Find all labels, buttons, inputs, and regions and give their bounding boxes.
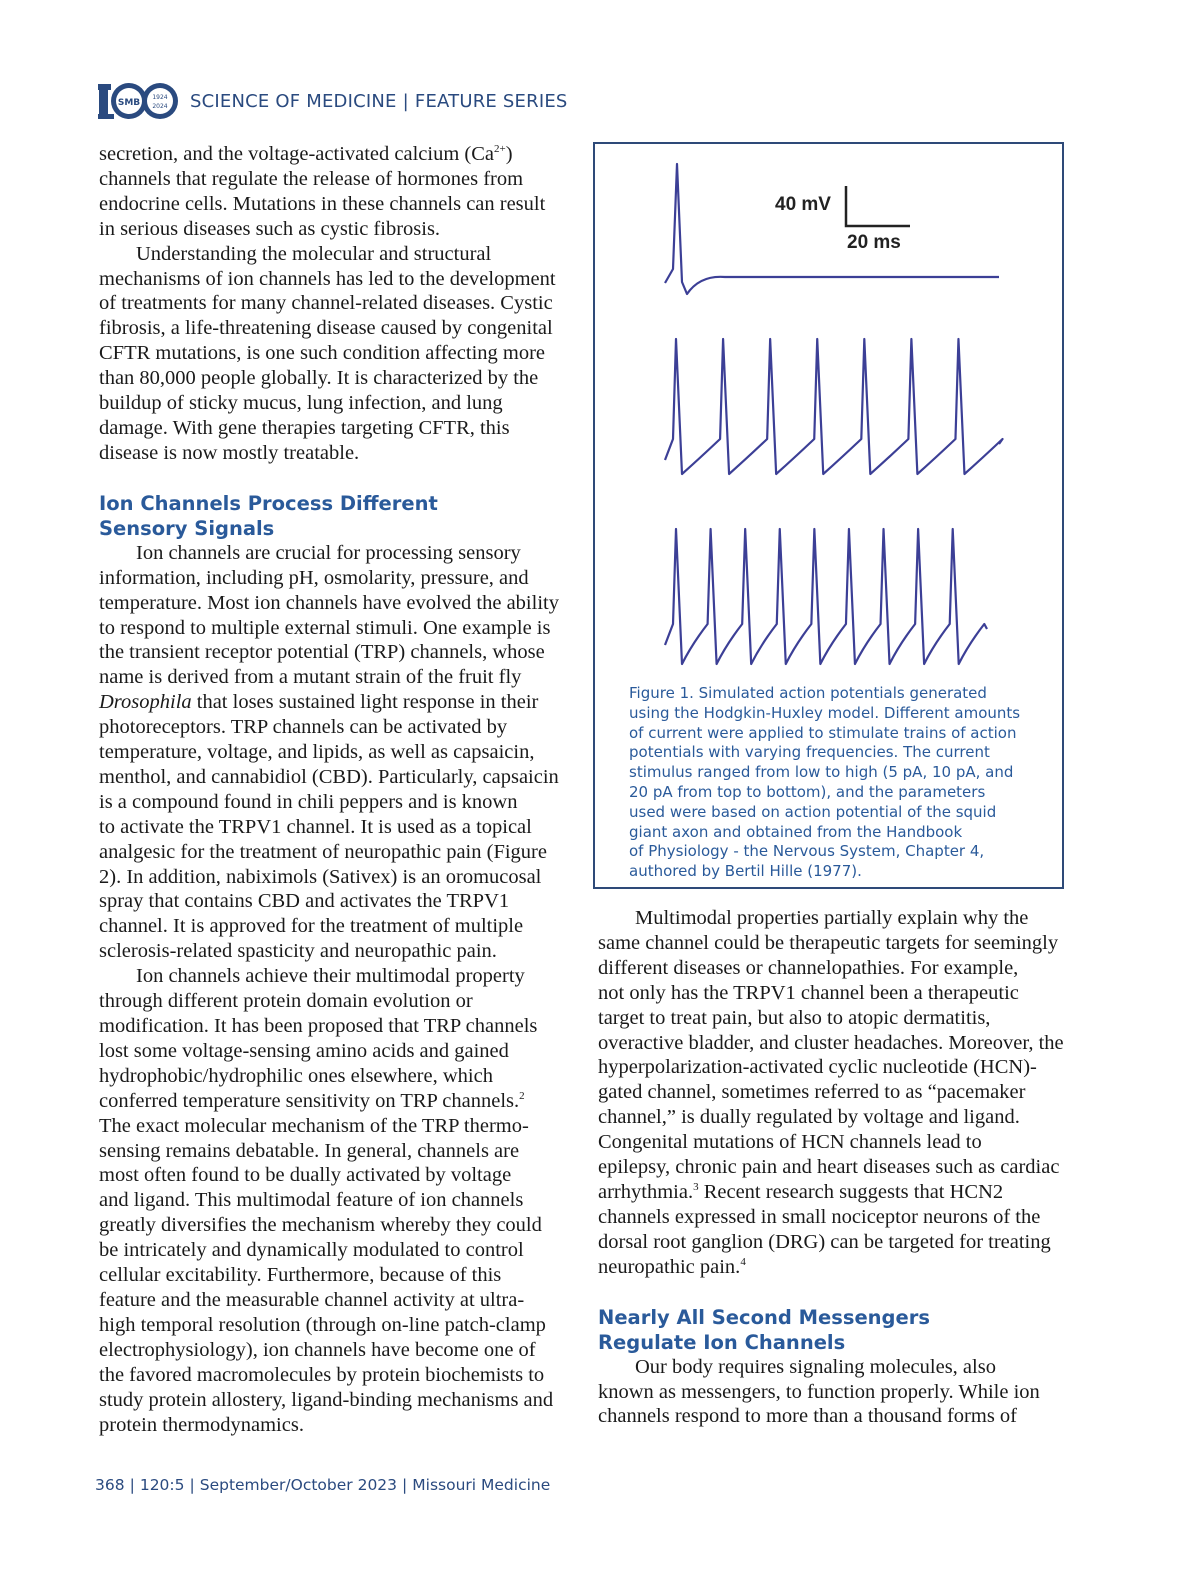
scale-time-label: 20 ms bbox=[847, 232, 901, 253]
trace-medium-current bbox=[665, 339, 1003, 474]
section-heading: Ion Channels Process Different Sensory Signals bbox=[99, 491, 438, 540]
paragraph: Ion channels are crucial for processing sensory information, including pH, osmolarity, pressure, and temperature. Most ion channels have evolved the ability to respond to multiple external stimuli. One example is the transient receptor potential (TRP) channels, whose name is derived from a mutant strain of the fruit fly Drosophila that loses sustained light response in their photoreceptors. TRP channels can be activated by temperature, voltage, and lipids, as well as capsaicin, menthol, and cannabidiol (CBD). Particularly, capsaicin is a compound found in chili peppers and is known to activate the TRPV1 channel. It is used as a topical analgesic for the treatment of neuropathic pain (Figure 2). In addition, nabiximols (Sativex) is an oromucosal spray that contains CBD and activates the TRPV1 channel. It is approved for the treatment of multiple sclerosis-related spasticity and neuropathic pain. bbox=[99, 541, 559, 963]
page-number: 368 bbox=[95, 1476, 125, 1494]
left-column bbox=[99, 142, 577, 1437]
series-name: FEATURE SERIES bbox=[414, 90, 568, 112]
scale-voltage-label: 40 mV bbox=[775, 194, 831, 215]
figure-caption: Figure 1. Simulated action potentials generated using the Hodgkin-Huxley model. Different amounts of current were applied to stimulate trains of action potentials with varying frequencies. The current stimulus ranged from low to high (5 pA, 10 pA, and 20 pA from top to bottom), and the parameters used were based on action potential of the squid giant axon and obtained from the Handbook of Physiology - the Nervous System, Chapter 4, authored by Bertil Hille (1977). bbox=[629, 684, 1021, 881]
header-separator: | bbox=[402, 90, 409, 112]
paragraph: secretion, and the voltage-activated calcium $(Ca^{2+})$ channels that regulate the release of hormones from endocrine cells. Mutations in these channels can result in serious diseases such as cystic fibrosis. bbox=[99, 143, 546, 240]
citation-ref: 4 bbox=[740, 1255, 746, 1268]
trace-low-current bbox=[665, 164, 999, 294]
header-title bbox=[190, 91, 568, 112]
section-heading: Nearly All Second Messengers Regulate Ion Channels bbox=[598, 1305, 930, 1354]
paragraph: Multimodal properties partially explain why the same channel could be therapeutic targets for seemingly different diseases or channelopathies. For example, not only has the TRPV1 channel been a therapeutic target to treat pain, but also to atopic dermatitis, overactive bladder, and cluster headaches. Moreover, the hyperpolarization-activated cyclic nucleotide (HCN)- gated channel, sometimes referred to as “pacemaker channel,” is dually regulated by voltage and ligand. Congenital mutations of HCN channels lead to epilepsy, chronic pain and heart diseases such as cardiac arrhythmia.$^3$ Recent research suggests that HCN2 channels expressed in small nociceptor neurons of the dorsal root ganglion (DRG) can be targeted for treating neuropathic pain.$^4$ bbox=[598, 907, 1064, 1278]
right-column bbox=[598, 906, 1078, 1429]
scale-bar bbox=[846, 186, 910, 226]
paragraph: Understanding the molecular and structural mechanisms of ion channels has led to the development of treatments for many channel-related diseases. Cystic fibrosis, a life-threatening disease caused by congenital CFTR mutations, is one such condition affecting more than 80,000 people globally. It is characterized by the buildup of sticky mucus, lung infection, and lung damage. With gene therapies targeting CFTR, this disease is now mostly treatable. bbox=[99, 242, 556, 464]
citation-ref: 3 bbox=[693, 1181, 699, 1194]
paragraph: Ion channels achieve their multimodal property through different protein domain evolution or modification. It has been proposed that TRP channels lost some voltage-sensing amino acids and gained hydrophobic/hydrophilic ones elsewhere, which conferred temperature sensitivity on TRP channels.$^2$ The exact molecular mechanism of the TRP thermo- sensing remains debatable. In general, channels are most often found to be dually activated by voltage and ligand. This multimodal feature of ion channels greatly diversifies the mechanism whereby they could be intricately and dynamically modulated to control cellular excitability. Furthermore, because of this feature and the measurable channel activity at ultra- high temporal resolution (through on-line patch-clamp electrophysiology), ion channels have become one of the favored macromolecules by protein biochemists to study protein allostery, ligand-binding mechanisms and protein thermodynamics. bbox=[99, 965, 554, 1436]
issue-date: September/October 2023 bbox=[199, 1476, 398, 1494]
section-name: SCIENCE OF MEDICINE bbox=[190, 90, 397, 112]
page-footer: 368 | 120:5 | September/October 2023 | Missouri Medicine bbox=[95, 1476, 551, 1494]
journal-name: Missouri Medicine bbox=[412, 1476, 551, 1494]
paragraph: Our body requires signaling molecules, also known as messengers, to function properly. While ion channels respond to more than a thousand forms of bbox=[598, 1355, 1040, 1428]
page-header bbox=[98, 80, 568, 122]
species-name: Drosophila bbox=[99, 691, 192, 714]
svg-text:1924: 1924 bbox=[152, 94, 168, 101]
trace-high-current bbox=[665, 529, 987, 664]
figure-1 bbox=[593, 142, 1064, 889]
svg-text:2024: 2024 bbox=[152, 103, 168, 110]
issue-number: 120:5 bbox=[139, 1476, 185, 1494]
citation-ref: 2 bbox=[519, 1089, 525, 1102]
smb-centennial-logo bbox=[98, 80, 180, 122]
svg-text:SMB: SMB bbox=[117, 98, 141, 108]
